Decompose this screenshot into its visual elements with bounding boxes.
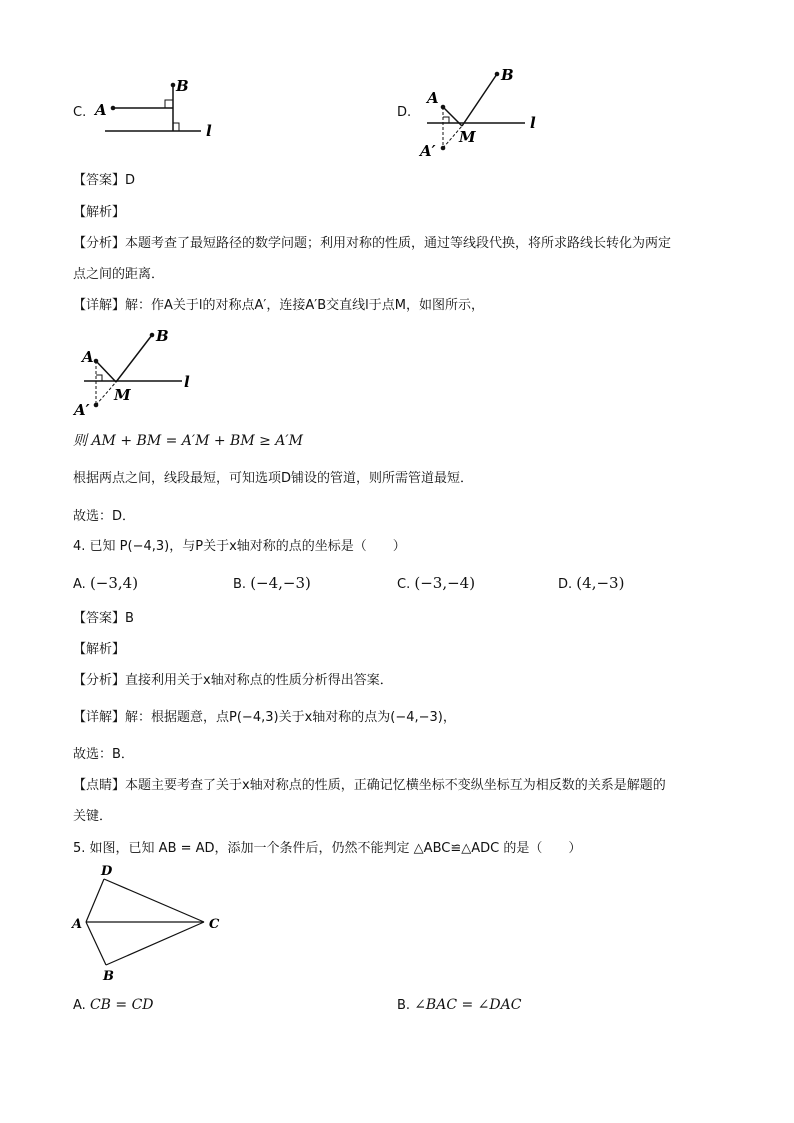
xiangjie-tag: 【详解】 [73, 298, 126, 313]
fenxi-tag: 【分析】 [73, 673, 126, 688]
answer-tag: 【答案】 [73, 173, 126, 188]
sol-label-b: B [156, 327, 169, 345]
q3-xiangjie [73, 297, 484, 315]
q5-label-a: A [72, 917, 83, 932]
d-label-a: A [427, 89, 439, 107]
c-label-a: A [95, 101, 107, 119]
q5-option-a [73, 996, 154, 1015]
q3-fenxi-line-2: 点之间的距离． [73, 267, 165, 282]
q5-label-b: B [103, 969, 114, 984]
option-label: C. [397, 577, 411, 592]
sol-label-l: l [184, 373, 190, 391]
option-label: B. [397, 998, 411, 1013]
q3-solution-figure [72, 325, 212, 425]
option-c-label: C. [73, 105, 87, 120]
answer-tag: 【答案】 [73, 611, 126, 626]
option-value: (−4,−3) [250, 574, 311, 592]
q3-fenxi-line-1 [73, 235, 671, 253]
q4-answer [73, 610, 134, 628]
q4-option-b [233, 574, 311, 594]
option-d-figure [415, 65, 555, 165]
option-value: (4,−3) [576, 574, 625, 592]
q4-conclusion: 故选：B． [73, 747, 134, 762]
q3-analysis-tag: 【解析】 [73, 205, 126, 220]
d-label-b: B [501, 66, 514, 84]
option-label: A. [73, 577, 86, 592]
xiangjie-text: 解：作A关于l的对称点A′，连接A′B交直线l于点M，如图所示， [125, 298, 484, 313]
xiangjie-tag: 【详解】 [73, 710, 126, 725]
xiangjie-text: 解：根据题意，点P(−4,3)关于x轴对称的点为(−4,−3)， [125, 710, 456, 725]
d-label-m: M [459, 128, 476, 146]
q4-number: 4. [73, 539, 86, 554]
option-value: CB = CD [89, 997, 154, 1013]
q4-xiangjie [73, 709, 456, 727]
sol-label-a-prime: A′ [74, 401, 90, 419]
q3-then-equation: 则 AM + BM = A′M + BM ≥ A′M [73, 433, 303, 449]
q4-option-c [397, 574, 475, 594]
q4-analysis-tag: 【解析】 [73, 642, 126, 657]
option-label: D. [558, 577, 573, 592]
q4-dianjing-line-1 [73, 777, 666, 795]
q4-option-a [73, 574, 138, 594]
dianjing-tag: 【点睛】 [73, 778, 126, 793]
sol-label-a: A [82, 348, 94, 366]
q5-quadrilateral-figure [68, 862, 238, 992]
c-label-b: B [176, 77, 189, 95]
option-d-label: D. [397, 105, 412, 120]
option-value: ∠BAC = ∠DAC [414, 997, 522, 1013]
q4-stem-text: 已知 P(−4,3)，与P关于x轴对称的点的坐标是（ ） [89, 539, 406, 554]
q3-conclusion: 故选：D． [73, 509, 136, 524]
option-value: (−3,−4) [414, 574, 476, 592]
q3-answer [73, 172, 135, 190]
d-label-l: l [530, 114, 536, 132]
c-label-l: l [206, 122, 212, 140]
fenxi-text: 直接利用关于x轴对称点的性质分析得出答案． [125, 673, 393, 688]
fenxi-tag: 【分析】 [73, 236, 126, 251]
q5-stem [73, 840, 581, 858]
answer-value: D [125, 173, 136, 188]
sol-label-m: M [114, 386, 131, 404]
q5-option-b [397, 996, 521, 1015]
q5-stem-text: 如图，已知 AB = AD，添加一个条件后，仍然不能判定 △ABC≌△ADC 的是（ ） [89, 841, 582, 856]
q4-option-d [558, 574, 624, 594]
q3-reason: 根据两点之间，线段最短，可知选项D铺设的管道，则所需管道最短． [73, 471, 474, 486]
dianjing-text: 本题主要考查了关于x轴对称点的性质，正确记忆横坐标不变纵坐标互为相反数的关系是解题的 [125, 778, 666, 793]
q5-label-c: C [209, 917, 220, 932]
q4-stem [73, 538, 406, 556]
option-label: B. [233, 577, 247, 592]
fenxi-text: 本题考查了最短路径的数学问题；利用对称的性质，通过等线段代换，将所求路线长转化为两定 [125, 236, 672, 251]
q5-label-d: D [101, 864, 113, 879]
option-value: (−3,4) [89, 574, 139, 592]
option-c-figure [95, 75, 225, 145]
q5-number: 5. [73, 841, 86, 856]
q4-fenxi [73, 672, 393, 690]
option-label: A. [73, 998, 86, 1013]
answer-value: B [125, 611, 134, 626]
d-label-a-prime: A′ [420, 142, 436, 160]
q4-dianjing-line-2: 关键． [73, 809, 113, 824]
